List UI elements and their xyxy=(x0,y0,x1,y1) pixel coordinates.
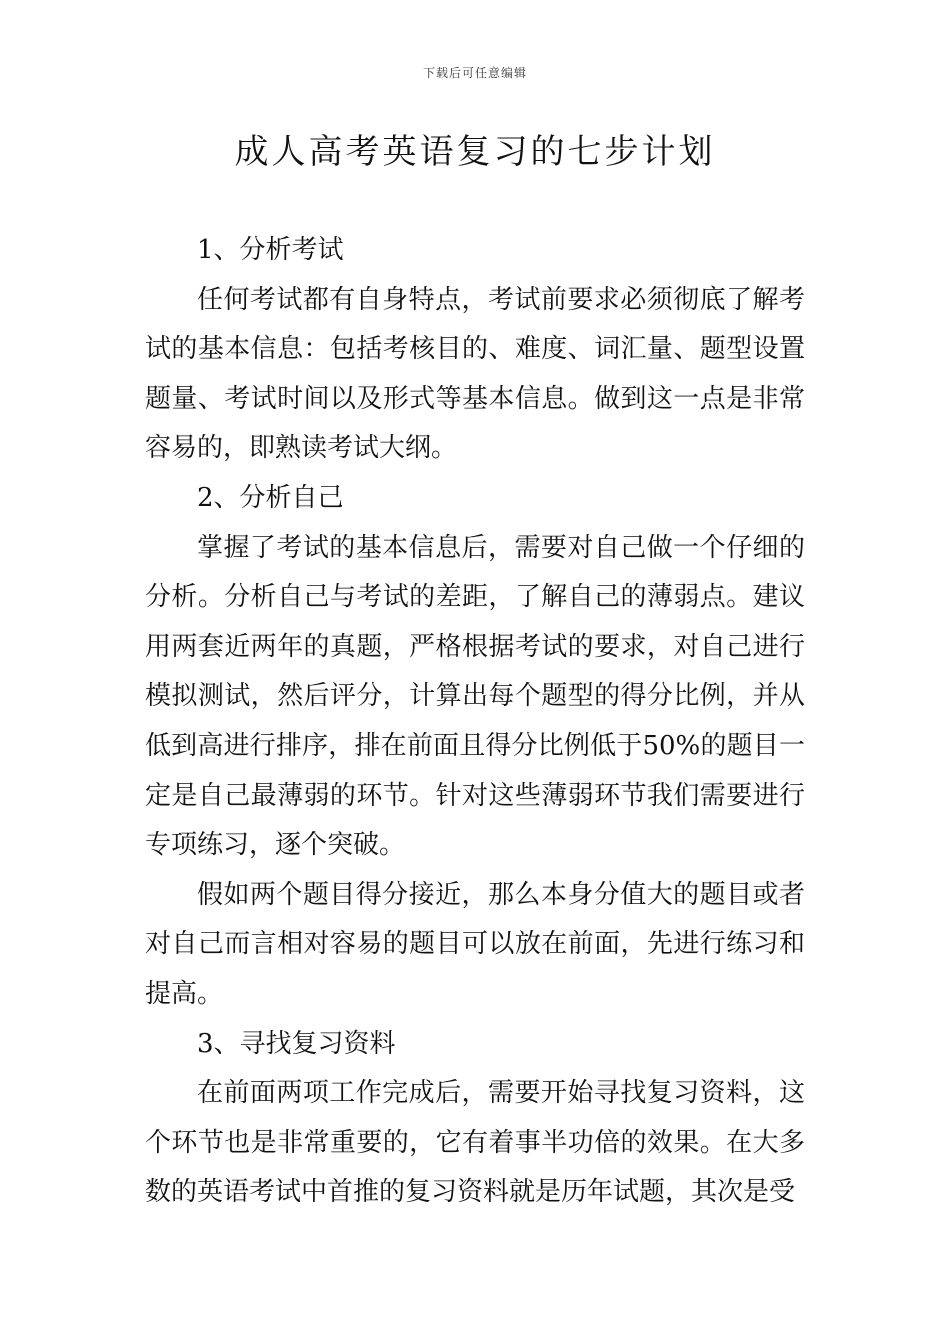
document-title: 成人高考英语复习的七步计划 xyxy=(234,132,716,172)
document-body xyxy=(145,226,805,1218)
paragraph-3: 假如两个题目得分接近，那么本身分值大的题目或者对自己而言相对容易的题目可以放在前面，先进行练习和提高。 xyxy=(145,879,805,1009)
paragraph-1: 任何考试都有自身特点，考试前要求必须彻底了解考试的基本信息：包括考核目的、难度、词汇量、题型设置题量、考试时间以及形式等基本信息。做到这一点是非常容易的，即熟读考试大纲。 xyxy=(145,284,805,464)
paragraph-2: 掌握了考试的基本信息后，需要对自己做一个仔细的分析。分析自己与考试的差距，了解自己的薄弱点。建议用两套近两年的真题，严格根据考试的要求，对自己进行模拟测试，然后评分，计算出每个题型的得分比例，并从低到高进行排序，排在前面且得分比例低于50%的题目一定是自己最薄弱的环节。针对这些薄弱环节我们需要进行专项练习，逐个突破。 xyxy=(145,532,805,861)
page-header-note: 下载后可任意编辑 xyxy=(422,66,527,80)
section-heading-3: 3、寻找复习资料 xyxy=(197,1028,396,1059)
section-heading-1: 1、分析考试 xyxy=(197,235,344,265)
section-heading-2: 2、分析自己 xyxy=(197,482,344,513)
paragraph-4: 在前面两项工作完成后，需要开始寻找复习资料，这个环节也是非常重要的，它有着事半功倍的效果。在大多数的英语考试中首推的复习资料就是历年试题，其次是受 xyxy=(145,1078,805,1208)
